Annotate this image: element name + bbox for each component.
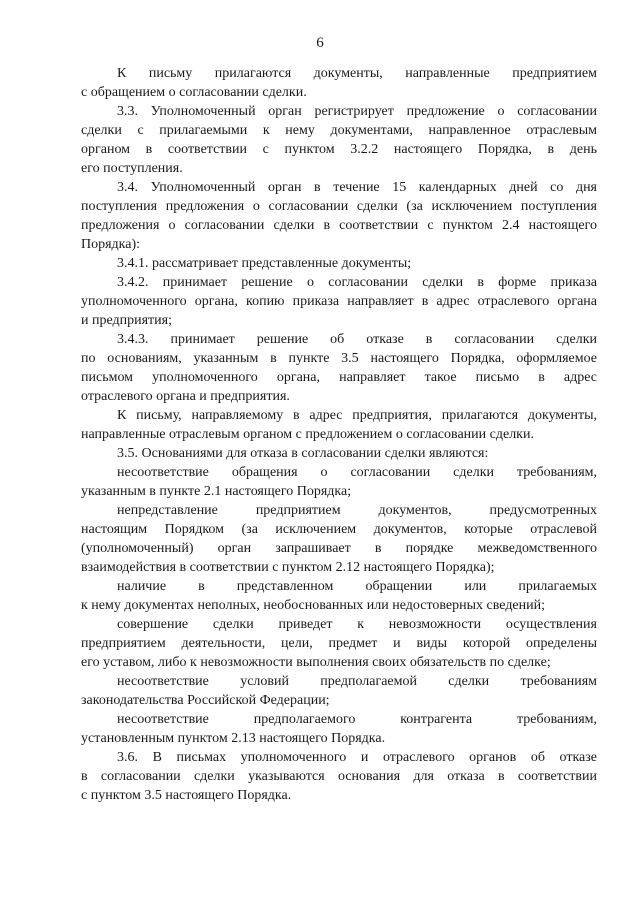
text-line: 3.5. Основаниями для отказа в согласовании сделки являются: — [117, 446, 489, 461]
text-line: предложения о согласовании сделки в соответствии с пунктом 2.4 настоящего — [81, 218, 597, 233]
text-line: К письму, направляемому в адрес предприятия, прилагаются документы, — [117, 408, 597, 423]
text-line: его поступления. — [81, 161, 183, 176]
text-line: письмом уполномоченного органа, направляет такое письмо в адрес — [81, 370, 597, 385]
text-line: в согласовании сделки указываются основания для отказа в соответствии — [81, 769, 597, 784]
text-line: 3.4.1. рассматривает представленные документы; — [117, 256, 412, 271]
document-body — [81, 64, 597, 805]
text-line: установленным пунктом 2.13 настоящего Порядка. — [81, 731, 386, 746]
text-line: несоответствие условий предполагаемой сделки требованиям — [117, 674, 597, 689]
text-line: несоответствие обращения о согласовании сделки требованиям, — [117, 465, 597, 480]
text-line: законодательства Российской Федерации; — [81, 693, 330, 708]
text-line: поступления предложения о согласовании сделки (за исключением поступления — [81, 199, 597, 214]
paragraph — [81, 273, 597, 330]
paragraph — [81, 254, 597, 273]
text-line: по основаниям, указанным в пункте 3.5 настоящего Порядка, оформляемое — [81, 351, 597, 366]
paragraph — [81, 710, 597, 748]
text-line: отраслевого органа и предприятия. — [81, 389, 290, 404]
text-line: 3.4. Уполномоченный орган в течение 15 календарных дней со дня — [117, 180, 597, 195]
paragraph — [81, 501, 597, 577]
text-line: 3.3. Уполномоченный орган регистрирует предложение о согласовании — [117, 104, 597, 119]
text-line: его уставом, либо к невозможности выполнения своих обязательств по сделке; — [81, 655, 551, 670]
text-line: (уполномоченный) орган запрашивает в порядке межведомственного — [81, 541, 597, 556]
text-line: с пунктом 3.5 настоящего Порядка. — [81, 788, 292, 803]
text-line: органом в соответствии с пунктом 3.2.2 настоящего Порядка, в день — [81, 142, 597, 157]
text-line: совершение сделки приведет к невозможности осуществления — [117, 617, 597, 632]
text-line: Порядка): — [81, 237, 141, 252]
text-line: указанным в пункте 2.1 настоящего Порядка; — [81, 484, 352, 499]
text-line: непредставление предприятием документов, предусмотренных — [117, 503, 597, 518]
text-line: К письму прилагаются документы, направленные предприятием — [117, 66, 597, 81]
text-line: наличие в представленном обращении или прилагаемых — [117, 579, 597, 594]
paragraph — [81, 748, 597, 805]
text-line: с обращением о согласовании сделки. — [81, 85, 307, 100]
text-line: к нему документах неполных, необоснованных или недостоверных сведений; — [81, 598, 546, 613]
paragraph — [81, 463, 597, 501]
text-line: 3.4.3. принимает решение об отказе в согласовании сделки — [117, 332, 597, 347]
text-line: взаимодействия в соответствии с пунктом 2.12 настоящего Порядка); — [81, 560, 495, 575]
text-line: сделки с прилагаемыми к нему документами, направленное отраслевым — [81, 123, 597, 138]
paragraph — [81, 444, 597, 463]
text-line: несоответствие предполагаемого контрагента требованиям, — [117, 712, 597, 727]
paragraph — [81, 330, 597, 406]
text-line: настоящим Порядком (за исключением документов, которые отраслевой — [81, 522, 597, 537]
text-line: 3.4.2. принимает решение о согласовании сделки в форме приказа — [117, 275, 597, 290]
text-line: направленные отраслевым органом с предложением о согласовании сделки. — [81, 427, 534, 442]
text-line: уполномоченного органа, копию приказа направляет в адрес отраслевого органа — [81, 294, 597, 309]
paragraph — [81, 577, 597, 615]
page-number: 6 — [316, 35, 324, 51]
paragraph — [81, 406, 597, 444]
paragraph — [81, 64, 597, 102]
text-line: предприятием деятельности, цели, предмет и виды которой определены — [81, 636, 597, 651]
paragraph — [81, 672, 597, 710]
text-line: и предприятия; — [81, 313, 172, 328]
text-line: 3.6. В письмах уполномоченного и отраслевого органов об отказе — [117, 750, 597, 765]
paragraph — [81, 615, 597, 672]
paragraph — [81, 102, 597, 178]
paragraph — [81, 178, 597, 254]
